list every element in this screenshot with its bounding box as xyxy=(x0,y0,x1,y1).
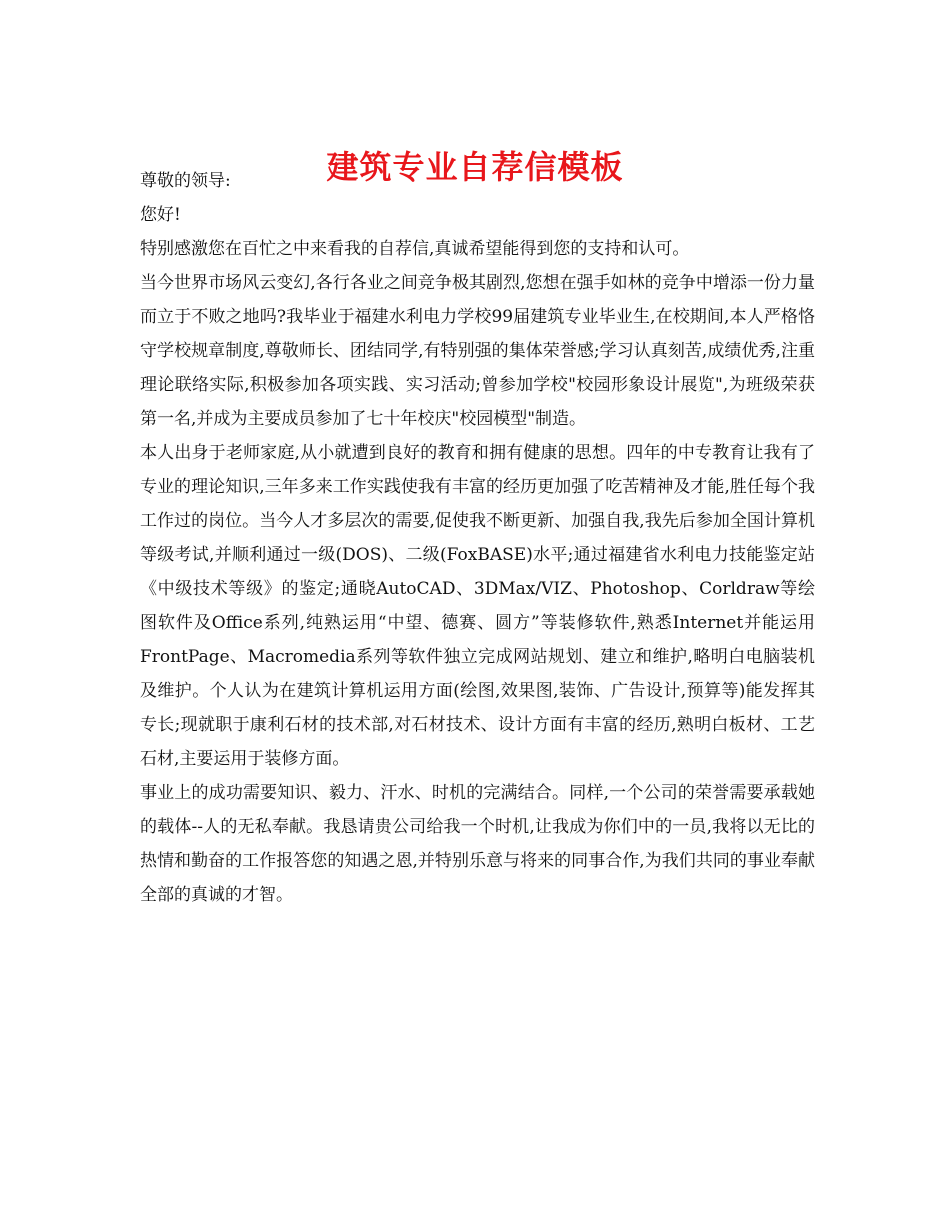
paragraph-closing: 事业上的成功需要知识、毅力、汗水、时机的完满结合。同样,一个公司的荣誉需要承载她的载体--人的无私奉献。我恳请贵公司给我一个时机,让我成为你们中的一员,我将以无比的热情和勤奋的工作报答您的知遇之恩,并特别乐意与将来的同事合作,为我们共同的事业奉献全部的真诚的才智。 xyxy=(140,783,815,905)
document-title: 建筑专业自荐信模板 xyxy=(326,148,624,187)
paragraph-skills: 本人出身于老师家庭,从小就遭到良好的教育和拥有健康的思想。四年的中专教育让我有了专业的理论知识,三年多来工作实践使我有丰富的经历更加强了吃苦精神及才能,胜任每个我工作过的岗位。当今人才多层次的需要,促使我不断更新、加强自我,我先后参加全国计算机等级考试,并顺利通过一级(DOS)、二级(FoxBASE)水平;通过福建省水利电力技能鉴定站《中级技术等级》的鉴定;通晓AutoCAD、3DMax/VIZ、Photoshop、Corldraw等绘图软件及Office系列,纯熟运用“中望、德赛、圆方”等装修软件,熟悉Internet并能运用FrontPage、Macromedia系列等软件独立完成网站规划、建立和维护,略明白电脑装机及维护。个人认为在建筑计算机运用方面(绘图,效果图,装饰、广告设计,预算等)能发挥其专长;现就职于康利石材的技术部,对石材技术、设计方面有丰富的经历,熟明白板材、工艺石材,主要运用于装修方面。 xyxy=(140,443,815,769)
greeting: 您好! xyxy=(140,205,181,225)
paragraph-thanks: 特别感激您在百忙之中来看我的自荐信,真诚希望能得到您的支持和认可。 xyxy=(140,239,690,259)
paragraph-education: 当今世界市场风云变幻,各行各业之间竞争极其剧烈,您想在强手如林的竞争中增添一份力量而立于不败之地吗?我毕业于福建水利电力学校99届建筑专业毕业生,在校期间,本人严格恪守学校规章制度,尊敬师长、团结同学,有特别强的集体荣誉感;学习认真刻苦,成绩优秀,注重理论联络实际,积极参加各项实践、实习活动;曾参加学校"校园形象设计展览",为班级荣获第一名,并成为主要成员参加了七十年校庆"校园模型"制造。 xyxy=(140,273,815,429)
letter-body xyxy=(140,164,815,912)
salutation: 尊敬的领导: xyxy=(140,171,231,191)
